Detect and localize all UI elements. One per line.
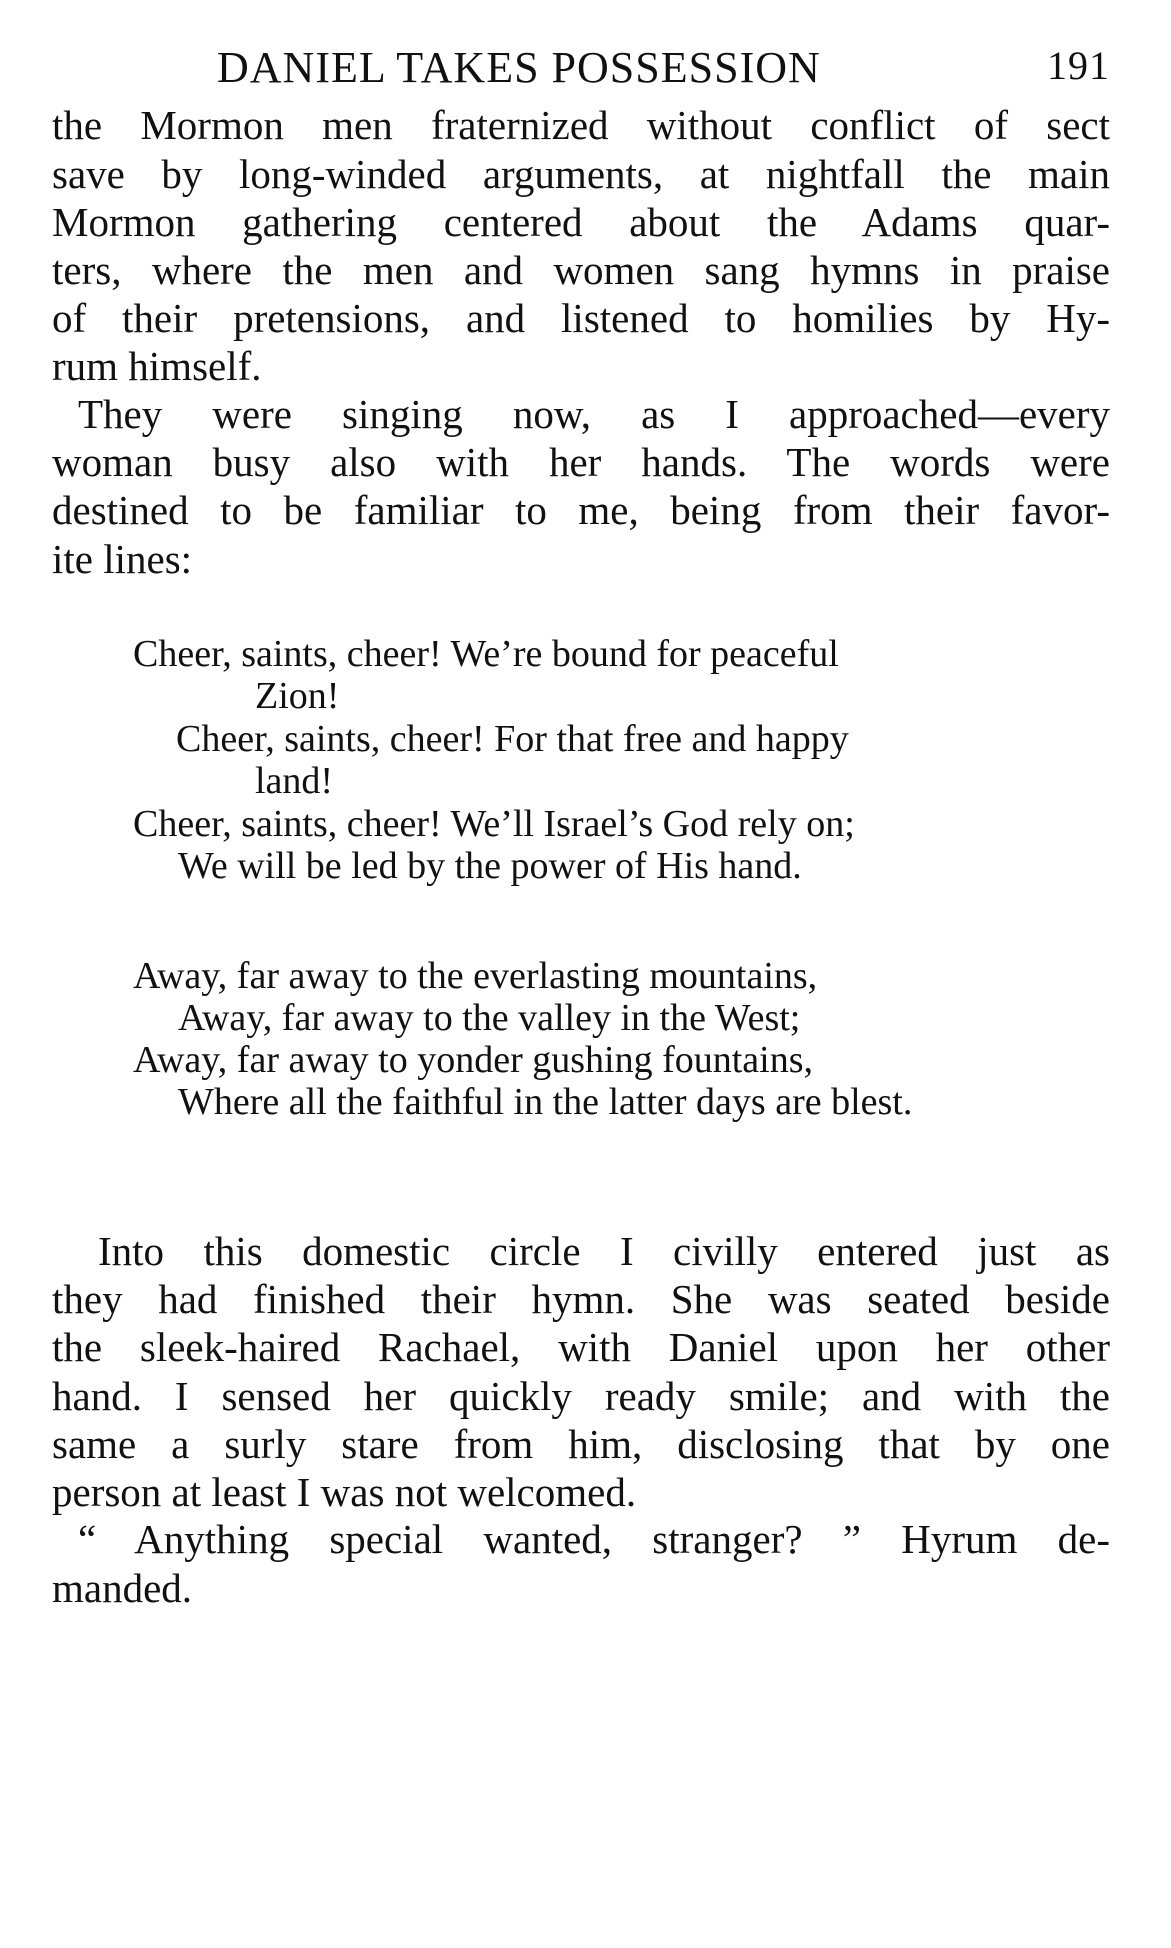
verse-line: Zion! [255, 675, 340, 717]
text-line: ters, where the men and women sang hymns in praise [52, 247, 1110, 293]
text-line: they had finished their hymn. She was seated beside [52, 1276, 1110, 1322]
verse-line: Where all the faithful in the latter days are blest. [178, 1081, 913, 1123]
text-line: manded. [52, 1565, 193, 1611]
verse-line: We will be led by the power of His hand. [178, 845, 802, 887]
text-line: same a surly stare from him, disclosing that by one [52, 1421, 1110, 1467]
text-line: They were singing now, as I approached—every [78, 391, 1110, 437]
text-line: the sleek-haired Rachael, with Daniel upon her other [52, 1324, 1110, 1370]
text-line: of their pretensions, and listened to homilies by Hy- [52, 295, 1110, 341]
text-line: hand. I sensed her quickly ready smile; and with the [52, 1373, 1110, 1419]
verse-line: Cheer, saints, cheer! For that free and happy [176, 718, 849, 760]
text-line: rum himself. [52, 343, 262, 389]
verse-line: land! [255, 760, 334, 802]
running-head [52, 42, 1110, 98]
page-number: 191 [1047, 43, 1110, 88]
verse-line: Cheer, saints, cheer! We’ll Israel’s God rely on; [133, 803, 855, 845]
chapter-title: DANIEL TAKES POSSESSION [217, 43, 821, 92]
verse-line: Away, far away to yonder gushing fountains, [133, 1039, 813, 1081]
text-line: ite lines: [52, 536, 193, 582]
text-line: “ Anything special wanted, stranger? ” Hyrum de- [78, 1516, 1110, 1562]
verse-line: Away, far away to the valley in the West; [178, 997, 801, 1039]
verse-line: Away, far away to the everlasting mountains, [133, 955, 818, 997]
text-line: the Mormon men fraternized without conflict of sect [52, 102, 1110, 148]
verse-line: Cheer, saints, cheer! We’re bound for peaceful [133, 633, 839, 675]
text-line: woman busy also with her hands. The words were [52, 439, 1110, 485]
text-line: Mormon gathering centered about the Adams quar- [52, 199, 1110, 245]
text-line: Into this domestic circle I civilly entered just as [98, 1228, 1110, 1274]
text-line: person at least I was not welcomed. [52, 1469, 637, 1515]
text-line: destined to be familiar to me, being from their favor- [52, 487, 1110, 533]
text-line: save by long-winded arguments, at nightfall the main [52, 151, 1110, 197]
